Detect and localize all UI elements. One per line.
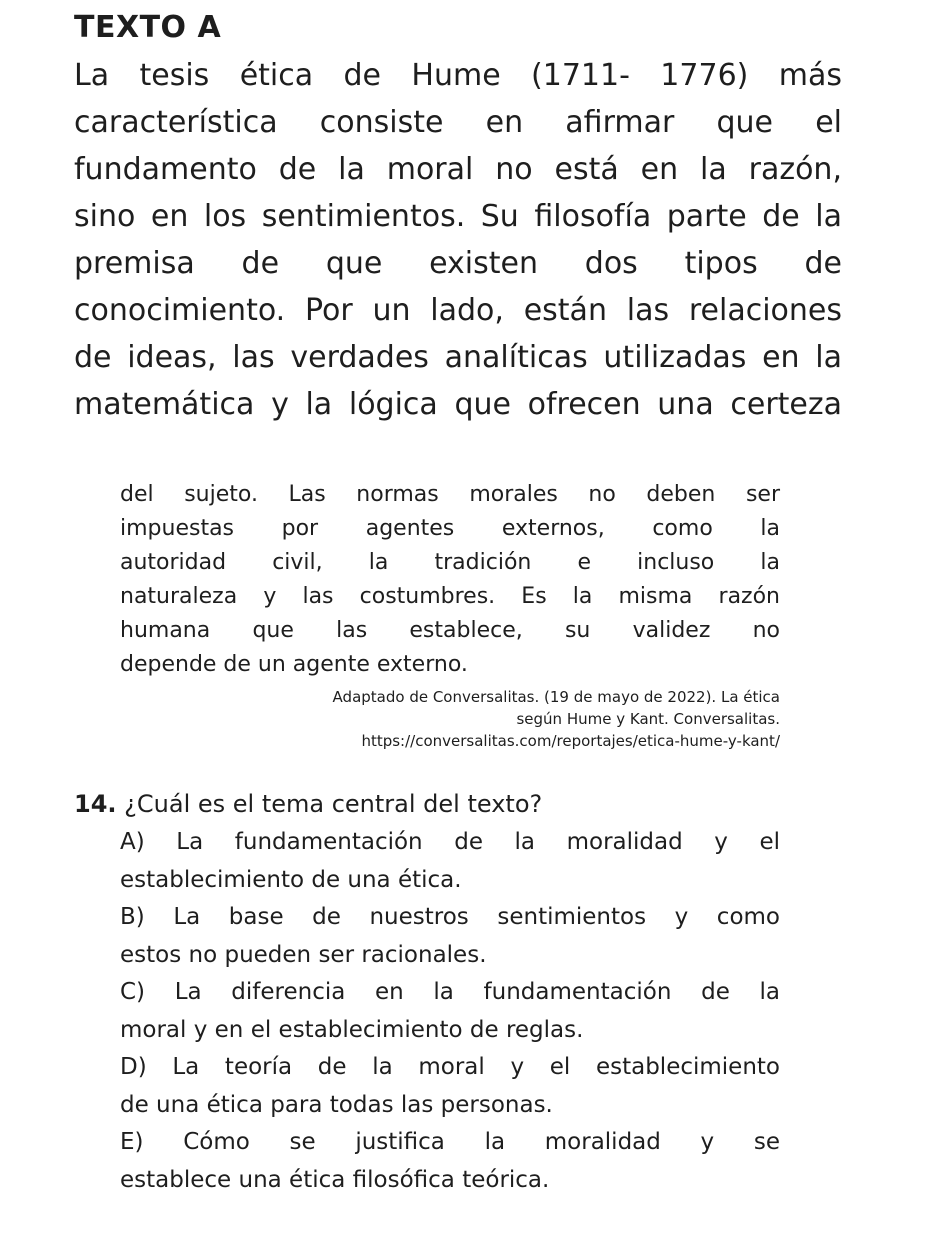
paragraph-line: característica consiste en afirmar que el (74, 105, 842, 140)
option-c[interactable] (120, 974, 780, 1049)
paragraph-line: del sujeto. Las normas morales no deben ser (120, 482, 780, 507)
lower-paragraph (120, 478, 780, 682)
paragraph-line: humana que las establece, su validez no (120, 618, 780, 643)
option-a[interactable] (120, 824, 780, 899)
answer-options (120, 824, 780, 1199)
paragraph-line: matemática y la lógica que ofrecen una certeza (74, 387, 842, 422)
option-line: C) La diferencia en la fundamentación de la (120, 979, 780, 1005)
citation-line: según Hume y Kant. Conversalitas. (516, 710, 780, 728)
paragraph-line: depende de un agente externo. (120, 652, 468, 677)
option-line: moral y en el establecimiento de reglas. (120, 1016, 584, 1043)
option-line: de una ética para todas las personas. (120, 1091, 553, 1118)
option-line: establece una ética filosófica teórica. (120, 1166, 550, 1193)
question-number: 14. (74, 790, 117, 818)
upper-paragraph (74, 52, 842, 428)
paragraph-line: premisa de que existen dos tipos de (74, 246, 842, 281)
source-citation (160, 686, 780, 752)
paragraph-line: impuestas por agentes externos, como la (120, 516, 780, 541)
paragraph-line: de ideas, las verdades analíticas utilizadas en la (74, 340, 842, 375)
text-title: TEXTO A (74, 10, 222, 45)
paragraph-line: fundamento de la moral no está en la razón, (74, 152, 842, 187)
paragraph-line: conocimiento. Por un lado, están las relaciones (74, 293, 842, 328)
paragraph-line: La tesis ética de Hume (1711- 1776) más (74, 58, 842, 93)
paragraph-line: naturaleza y las costumbres. Es la misma razón (120, 584, 780, 609)
option-line: A) La fundamentación de la moralidad y el (120, 829, 780, 855)
option-line: E) Cómo se justifica la moralidad y se (120, 1129, 780, 1155)
option-line: establecimiento de una ética. (120, 866, 462, 893)
paragraph-line: autoridad civil, la tradición e incluso la (120, 550, 780, 575)
question-prompt (74, 786, 542, 822)
option-e[interactable] (120, 1124, 780, 1199)
citation-url: https://conversalitas.com/reportajes/etica-hume-y-kant/ (361, 732, 780, 750)
option-line: B) La base de nuestros sentimientos y como (120, 904, 780, 930)
option-line: estos no pueden ser racionales. (120, 941, 487, 968)
option-d[interactable] (120, 1049, 780, 1124)
citation-line: Adaptado de Conversalitas. (19 de mayo de 2022). La ética (332, 688, 780, 706)
paragraph-line: sino en los sentimientos. Su filosofía parte de la (74, 199, 842, 234)
option-b[interactable] (120, 899, 780, 974)
option-line: D) La teoría de la moral y el establecimiento (120, 1054, 780, 1080)
question-text: ¿Cuál es el tema central del texto? (124, 790, 543, 818)
